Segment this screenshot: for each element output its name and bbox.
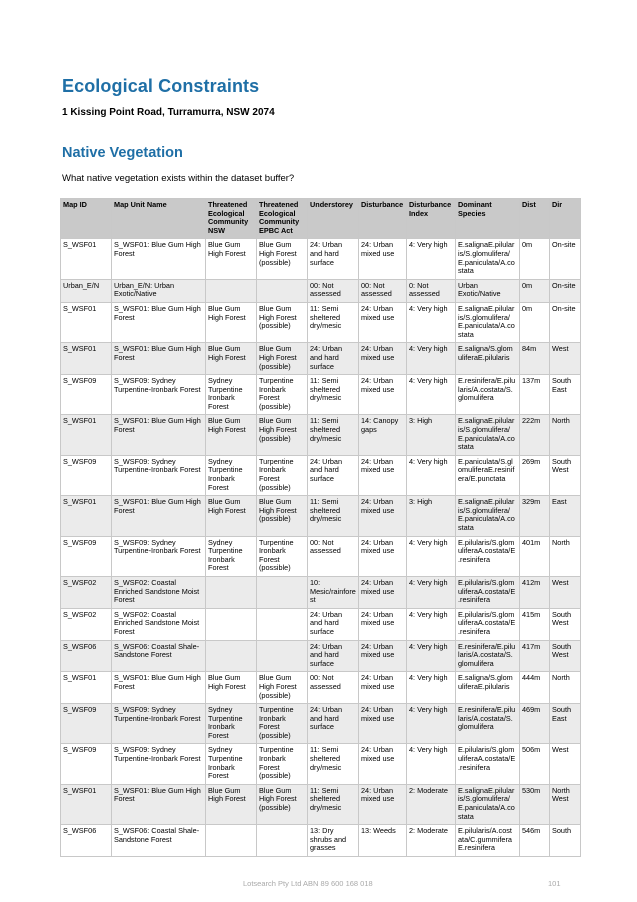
tec-epbc-cell: Turpentine Ironbark Forest (possible) [257,455,308,495]
distance-cell: 469m [520,704,550,744]
distance-cell: 444m [520,672,550,704]
direction-cell: On-site [550,302,581,342]
column-header: Dir [550,199,581,239]
table-row [61,415,581,455]
disturbance-index-cell: 4: Very high [407,640,456,672]
tec-epbc-cell [257,640,308,672]
table-row [61,608,581,640]
understorey-cell: 10: Mesic/rainfore st [308,576,359,608]
table-row [61,343,581,375]
map-unit-name-cell: S_WSF01: Blue Gum High Forest [112,784,206,824]
map-id-cell: S_WSF06 [61,640,112,672]
tec-epbc-cell: Blue Gum High Forest (possible) [257,343,308,375]
distance-cell: 137m [520,375,550,415]
dominant-species-cell: E.pilularis/S.glom uliferaA.costata/E .resinifera [456,744,520,784]
tec-nsw-cell [206,279,257,302]
disturbance-cell: 24: Urban mixed use [359,239,407,279]
tec-nsw-cell: Sydney Turpentine Ironbark Forest [206,744,257,784]
tec-epbc-cell: Blue Gum High Forest (possible) [257,302,308,342]
disturbance-cell: 00: Not assessed [359,279,407,302]
understorey-cell: 11: Semi sheltered dry/mesic [308,784,359,824]
table-row [61,576,581,608]
direction-cell: South West [550,455,581,495]
direction-cell: On-site [550,239,581,279]
map-id-cell: S_WSF09 [61,704,112,744]
table-row [61,672,581,704]
table-row [61,784,581,824]
direction-cell: South West [550,608,581,640]
tec-epbc-cell: Blue Gum High Forest (possible) [257,672,308,704]
tec-epbc-cell: Blue Gum High Forest (possible) [257,496,308,536]
section-question: What native vegetation exists within the dataset buffer? [62,173,295,184]
table-row [61,640,581,672]
understorey-cell: 11: Semi sheltered dry/mesic [308,302,359,342]
map-id-cell: S_WSF06 [61,825,112,857]
disturbance-cell: 24: Urban mixed use [359,640,407,672]
disturbance-cell: 24: Urban mixed use [359,302,407,342]
map-id-cell: Urban_E/N [61,279,112,302]
disturbance-cell: 24: Urban mixed use [359,608,407,640]
tec-epbc-cell [257,825,308,857]
direction-cell: North [550,415,581,455]
understorey-cell: 24: Urban and hard surface [308,704,359,744]
dominant-species-cell: E.resinifera/E.pilu laris/A.costata/S. glomulifera [456,640,520,672]
column-header: Dist [520,199,550,239]
dominant-species-cell: E.pilularis/S.glom uliferaA.costata/E .resinifera [456,608,520,640]
distance-cell: 222m [520,415,550,455]
map-id-cell: S_WSF09 [61,536,112,576]
distance-cell: 546m [520,825,550,857]
distance-cell: 417m [520,640,550,672]
map-unit-name-cell: S_WSF06: Coastal Shale-Sandstone Forest [112,825,206,857]
map-id-cell: S_WSF09 [61,455,112,495]
understorey-cell: 00: Not assessed [308,672,359,704]
distance-cell: 506m [520,744,550,784]
map-id-cell: S_WSF01 [61,672,112,704]
disturbance-cell: 14: Canopy gaps [359,415,407,455]
understorey-cell: 24: Urban and hard surface [308,640,359,672]
tec-nsw-cell: Sydney Turpentine Ironbark Forest [206,536,257,576]
table-row [61,496,581,536]
tec-nsw-cell: Blue Gum High Forest [206,784,257,824]
map-unit-name-cell: S_WSF01: Blue Gum High Forest [112,672,206,704]
section-title: Native Vegetation [62,145,183,161]
map-unit-name-cell: S_WSF09: Sydney Turpentine-Ironbark Forest [112,375,206,415]
tec-nsw-cell [206,608,257,640]
disturbance-index-cell: 4: Very high [407,375,456,415]
dominant-species-cell: E.paniculata/S.gl omuliferaE.resinif era/E.punctata [456,455,520,495]
tec-nsw-cell: Sydney Turpentine Ironbark Forest [206,704,257,744]
disturbance-cell: 24: Urban mixed use [359,375,407,415]
tec-nsw-cell: Sydney Turpentine Ironbark Forest [206,375,257,415]
column-header: Threatened Ecological Community NSW [206,199,257,239]
tec-epbc-cell: Blue Gum High Forest (possible) [257,784,308,824]
dominant-species-cell: E.salignaE.pilular is/S.glomulifera/ E.paniculata/A.co stata [456,496,520,536]
map-unit-name-cell: S_WSF09: Sydney Turpentine-Ironbark Forest [112,744,206,784]
tec-nsw-cell: Blue Gum High Forest [206,496,257,536]
disturbance-cell: 24: Urban mixed use [359,576,407,608]
direction-cell: On-site [550,279,581,302]
understorey-cell: 13: Dry shrubs and grasses [308,825,359,857]
page-title: Ecological Constraints [62,76,260,96]
distance-cell: 415m [520,608,550,640]
direction-cell: North [550,536,581,576]
disturbance-index-cell: 2: Moderate [407,825,456,857]
map-unit-name-cell: S_WSF02: Coastal Enriched Sandstone Moist Forest [112,576,206,608]
direction-cell: West [550,343,581,375]
distance-cell: 530m [520,784,550,824]
map-unit-name-cell: S_WSF02: Coastal Enriched Sandstone Moist Forest [112,608,206,640]
direction-cell: South [550,825,581,857]
table-row [61,239,581,279]
disturbance-index-cell: 4: Very high [407,672,456,704]
understorey-cell: 24: Urban and hard surface [308,608,359,640]
disturbance-index-cell: 4: Very high [407,302,456,342]
disturbance-index-cell: 2: Moderate [407,784,456,824]
tec-nsw-cell [206,576,257,608]
table-body [61,239,581,857]
column-header: Map ID [61,199,112,239]
disturbance-index-cell: 0: Not assessed [407,279,456,302]
map-unit-name-cell: S_WSF09: Sydney Turpentine-Ironbark Forest [112,455,206,495]
understorey-cell: 00: Not assessed [308,279,359,302]
direction-cell: South West [550,640,581,672]
table-row [61,704,581,744]
dominant-species-cell: E.pilularis/S.glom uliferaA.costata/E .resinifera [456,576,520,608]
map-unit-name-cell: S_WSF09: Sydney Turpentine-Ironbark Forest [112,704,206,744]
table-row [61,536,581,576]
footer-company: Lotsearch Pty Ltd ABN 89 600 168 018 [243,879,373,888]
understorey-cell: 11: Semi sheltered dry/mesic [308,375,359,415]
map-id-cell: S_WSF01 [61,415,112,455]
table-row [61,279,581,302]
disturbance-index-cell: 4: Very high [407,704,456,744]
map-unit-name-cell: Urban_E/N: Urban Exotic/Native [112,279,206,302]
map-id-cell: S_WSF01 [61,784,112,824]
dominant-species-cell: E.salignaE.pilular is/S.glomulifera/ E.paniculata/A.co stata [456,784,520,824]
tec-epbc-cell: Turpentine Ironbark Forest (possible) [257,704,308,744]
disturbance-cell: 24: Urban mixed use [359,784,407,824]
understorey-cell: 24: Urban and hard surface [308,343,359,375]
disturbance-index-cell: 4: Very high [407,536,456,576]
table-row [61,302,581,342]
disturbance-cell: 24: Urban mixed use [359,496,407,536]
table-row [61,825,581,857]
table-row [61,455,581,495]
distance-cell: 269m [520,455,550,495]
dominant-species-cell: E.pilularis/A.cost ata/C.gummifera E.resinifera [456,825,520,857]
tec-nsw-cell: Blue Gum High Forest [206,672,257,704]
disturbance-index-cell: 4: Very high [407,239,456,279]
tec-epbc-cell: Blue Gum High Forest (possible) [257,415,308,455]
tec-epbc-cell: Turpentine Ironbark Forest (possible) [257,536,308,576]
dominant-species-cell: E.pilularis/S.glom uliferaA.costata/E .resinifera [456,536,520,576]
distance-cell: 412m [520,576,550,608]
dominant-species-cell: E.saligna/S.glom uliferaE.pilularis [456,343,520,375]
tec-epbc-cell [257,576,308,608]
map-id-cell: S_WSF01 [61,343,112,375]
tec-nsw-cell [206,825,257,857]
map-unit-name-cell: S_WSF01: Blue Gum High Forest [112,302,206,342]
disturbance-cell: 13: Weeds [359,825,407,857]
distance-cell: 0m [520,279,550,302]
understorey-cell: 11: Semi sheltered dry/mesic [308,496,359,536]
disturbance-cell: 24: Urban mixed use [359,744,407,784]
distance-cell: 401m [520,536,550,576]
distance-cell: 329m [520,496,550,536]
disturbance-cell: 24: Urban mixed use [359,343,407,375]
footer-page-number: 101 [548,879,561,888]
dominant-species-cell: E.resinifera/E.pilu laris/A.costata/S. glomulifera [456,704,520,744]
tec-nsw-cell: Blue Gum High Forest [206,239,257,279]
tec-epbc-cell: Blue Gum High Forest (possible) [257,239,308,279]
understorey-cell: 11: Semi sheltered dry/mesic [308,415,359,455]
distance-cell: 0m [520,239,550,279]
understorey-cell: 24: Urban and hard surface [308,455,359,495]
site-address: 1 Kissing Point Road, Turramurra, NSW 2074 [62,107,275,118]
table-header-row [61,199,581,239]
dominant-species-cell: E.resinifera/E.pilu laris/A.costata/S. glomulifera [456,375,520,415]
tec-nsw-cell [206,640,257,672]
map-id-cell: S_WSF09 [61,375,112,415]
map-unit-name-cell: S_WSF09: Sydney Turpentine-Ironbark Forest [112,536,206,576]
disturbance-index-cell: 4: Very high [407,608,456,640]
direction-cell: East [550,496,581,536]
map-id-cell: S_WSF01 [61,239,112,279]
column-header: Threatened Ecological Community EPBC Act [257,199,308,239]
map-id-cell: S_WSF02 [61,576,112,608]
tec-epbc-cell [257,279,308,302]
disturbance-index-cell: 4: Very high [407,455,456,495]
map-id-cell: S_WSF02 [61,608,112,640]
disturbance-index-cell: 4: Very high [407,744,456,784]
map-unit-name-cell: S_WSF06: Coastal Shale-Sandstone Forest [112,640,206,672]
direction-cell: North West [550,784,581,824]
map-id-cell: S_WSF01 [61,302,112,342]
disturbance-index-cell: 4: Very high [407,343,456,375]
tec-nsw-cell: Sydney Turpentine Ironbark Forest [206,455,257,495]
table-row [61,375,581,415]
tec-epbc-cell: Turpentine Ironbark Forest (possible) [257,744,308,784]
tec-epbc-cell: Turpentine Ironbark Forest (possible) [257,375,308,415]
column-header: Disturbance [359,199,407,239]
map-unit-name-cell: S_WSF01: Blue Gum High Forest [112,239,206,279]
understorey-cell: 24: Urban and hard surface [308,239,359,279]
direction-cell: North [550,672,581,704]
dominant-species-cell: E.saligna/S.glom uliferaE.pilularis [456,672,520,704]
direction-cell: West [550,744,581,784]
direction-cell: West [550,576,581,608]
disturbance-cell: 24: Urban mixed use [359,455,407,495]
native-vegetation-table [60,198,581,857]
disturbance-cell: 24: Urban mixed use [359,672,407,704]
column-header: Dominant Species [456,199,520,239]
distance-cell: 84m [520,343,550,375]
direction-cell: South East [550,704,581,744]
dominant-species-cell: E.salignaE.pilular is/S.glomulifera/ E.paniculata/A.co stata [456,302,520,342]
tec-nsw-cell: Blue Gum High Forest [206,415,257,455]
disturbance-index-cell: 3: High [407,496,456,536]
map-unit-name-cell: S_WSF01: Blue Gum High Forest [112,415,206,455]
understorey-cell: 11: Semi sheltered dry/mesic [308,744,359,784]
distance-cell: 0m [520,302,550,342]
map-id-cell: S_WSF09 [61,744,112,784]
tec-nsw-cell: Blue Gum High Forest [206,302,257,342]
column-header: Understorey [308,199,359,239]
table-row [61,744,581,784]
column-header: Disturbance Index [407,199,456,239]
tec-epbc-cell [257,608,308,640]
understorey-cell: 00: Not assessed [308,536,359,576]
tec-nsw-cell: Blue Gum High Forest [206,343,257,375]
disturbance-cell: 24: Urban mixed use [359,536,407,576]
disturbance-index-cell: 4: Very high [407,576,456,608]
dominant-species-cell: E.salignaE.pilular is/S.glomulifera/ E.paniculata/A.co stata [456,239,520,279]
map-id-cell: S_WSF01 [61,496,112,536]
map-unit-name-cell: S_WSF01: Blue Gum High Forest [112,343,206,375]
direction-cell: South East [550,375,581,415]
column-header: Map Unit Name [112,199,206,239]
disturbance-index-cell: 3: High [407,415,456,455]
dominant-species-cell: E.salignaE.pilular is/S.glomulifera/ E.paniculata/A.co stata [456,415,520,455]
disturbance-cell: 24: Urban mixed use [359,704,407,744]
map-unit-name-cell: S_WSF01: Blue Gum High Forest [112,496,206,536]
dominant-species-cell: Urban Exotic/Native [456,279,520,302]
